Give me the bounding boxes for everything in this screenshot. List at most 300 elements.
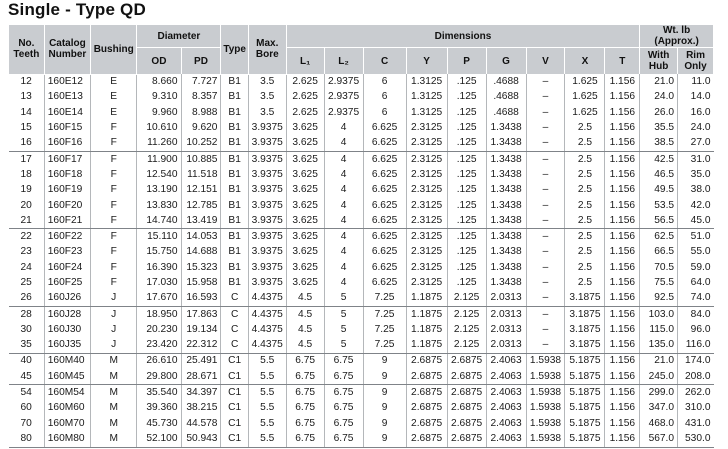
table-cell-y: 2.3125 — [406, 136, 447, 152]
table-cell-type: C1 — [221, 416, 248, 431]
table-cell-catalog: 160M70 — [44, 416, 90, 431]
table-cell-y: 2.6875 — [406, 369, 447, 385]
table-cell-type: B1 — [221, 90, 248, 105]
table-cell-od: 13.190 — [137, 183, 181, 198]
header-v: V — [526, 48, 565, 75]
table-cell-l2: 4 — [324, 136, 363, 152]
table-cell-g: .4688 — [486, 90, 526, 105]
table-cell-l1: 6.75 — [286, 353, 324, 369]
table-cell-v: 1.5938 — [526, 385, 565, 401]
table-cell-c: 6.625 — [363, 245, 406, 260]
table-cell-g: 2.4063 — [486, 369, 526, 385]
table-cell-od: 29.800 — [137, 369, 181, 385]
table-cell-od: 52.100 — [137, 431, 181, 447]
table-cell-catalog: 160E14 — [44, 105, 90, 120]
table-cell-l1: 6.75 — [286, 401, 324, 416]
table-row — [9, 151, 714, 167]
table-cell-teeth: 70 — [20, 417, 32, 429]
table-cell-bushing: E — [91, 90, 137, 105]
table-cell-x: 2.5 — [565, 198, 605, 213]
table-body — [9, 74, 714, 447]
table-cell-l2: 6.75 — [324, 431, 363, 447]
table-cell-od: 20.230 — [137, 322, 181, 337]
table-cell-x: 2.5 — [565, 245, 605, 260]
table-cell-x: 1.625 — [565, 90, 605, 105]
table-cell-bushing: J — [91, 338, 137, 354]
table-cell-rim-only: 208.0 — [678, 369, 714, 385]
table-row — [9, 291, 714, 307]
table-cell-c: 6.625 — [363, 136, 406, 152]
table-cell-c: 6.625 — [363, 167, 406, 182]
table-cell-l2: 4 — [324, 245, 363, 260]
table-cell-c: 7.25 — [363, 306, 406, 322]
table-cell-catalog: 160F24 — [44, 260, 90, 275]
table-cell-rim-only: 51.0 — [678, 229, 714, 245]
table-cell-bushing: F — [91, 151, 137, 167]
table-cell-l1: 4.5 — [286, 338, 324, 354]
table-cell-c: 6.625 — [363, 120, 406, 135]
table-cell-type: C1 — [221, 401, 248, 416]
table-cell-type: C — [221, 338, 248, 354]
table-cell-l2: 6.75 — [324, 353, 363, 369]
table-cell-t: 1.156 — [605, 245, 640, 260]
header-x: X — [565, 48, 605, 75]
table-row — [9, 369, 714, 385]
table-cell-type: B1 — [221, 275, 248, 290]
table-cell-t: 1.156 — [605, 90, 640, 105]
table-cell-od: 35.540 — [137, 385, 181, 401]
table-cell-od: 45.730 — [137, 416, 181, 431]
table-cell-p: .125 — [447, 245, 486, 260]
table-cell-v: – — [526, 74, 565, 90]
table-cell-bushing: M — [91, 401, 137, 416]
table-cell-max-bore: 3.5 — [248, 90, 286, 105]
table-cell-teeth: 12 — [20, 76, 32, 88]
table-cell-v: 1.5938 — [526, 401, 565, 416]
table-cell-p: .125 — [447, 105, 486, 120]
table-cell-g: 1.3438 — [486, 275, 526, 290]
table-cell-g: 1.3438 — [486, 245, 526, 260]
table-cell-bushing: F — [91, 245, 137, 260]
table-cell-c: 6.625 — [363, 213, 406, 229]
table-cell-pd: 11.518 — [181, 167, 221, 182]
table-cell-l1: 4.5 — [286, 291, 324, 307]
table-cell-bushing: F — [91, 167, 137, 182]
table-cell-max-bore: 3.9375 — [248, 120, 286, 135]
table-cell-g: 1.3438 — [486, 167, 526, 182]
table-cell-catalog: 160F23 — [44, 245, 90, 260]
table-cell-type: B1 — [221, 74, 248, 90]
table-cell-teeth: 18 — [20, 168, 32, 180]
table-cell-g: .4688 — [486, 105, 526, 120]
table-cell-g: .4688 — [486, 74, 526, 90]
table-cell-od: 15.110 — [137, 229, 181, 245]
table-cell-max-bore: 4.4375 — [248, 306, 286, 322]
table-cell-type: B1 — [221, 198, 248, 213]
table-cell-y: 1.3125 — [406, 74, 447, 90]
table-cell-c: 7.25 — [363, 338, 406, 354]
table-cell-catalog: 160M80 — [44, 431, 90, 447]
table-cell-bushing: F — [91, 136, 137, 152]
table-cell-rim-only: 14.0 — [678, 90, 714, 105]
table-cell-max-bore: 3.9375 — [248, 213, 286, 229]
table-cell-od: 12.540 — [137, 167, 181, 182]
table-cell-rim-only: 35.0 — [678, 167, 714, 182]
table-cell-teeth: 54 — [20, 387, 32, 399]
table-cell-l2: 2.9375 — [324, 105, 363, 120]
table-cell-pd: 10.885 — [181, 151, 221, 167]
table-cell-t: 1.156 — [605, 338, 640, 354]
table-cell-type: C — [221, 306, 248, 322]
table-cell-bushing: J — [91, 291, 137, 307]
table-cell-type: C1 — [221, 353, 248, 369]
table-cell-max-bore: 5.5 — [248, 385, 286, 401]
table-cell-l2: 5 — [324, 306, 363, 322]
table-cell-with-hub: 21.0 — [640, 74, 678, 90]
table-cell-pd: 9.620 — [181, 120, 221, 135]
table-cell-teeth: 23 — [20, 246, 32, 258]
table-cell-type: C1 — [221, 385, 248, 401]
header-od: OD — [137, 48, 181, 75]
table-cell-c: 9 — [363, 369, 406, 385]
table-cell-g: 2.0313 — [486, 322, 526, 337]
table-cell-type: B1 — [221, 167, 248, 182]
table-cell-pd: 19.134 — [181, 322, 221, 337]
table-cell-p: .125 — [447, 90, 486, 105]
table-cell-od: 9.310 — [137, 90, 181, 105]
table-cell-with-hub: 24.0 — [640, 90, 678, 105]
table-cell-t: 1.156 — [605, 260, 640, 275]
table-cell-l1: 3.625 — [286, 213, 324, 229]
table-cell-x: 2.5 — [565, 167, 605, 182]
table-cell-catalog: 160F18 — [44, 167, 90, 182]
table-cell-rim-only: 262.0 — [678, 385, 714, 401]
table-cell-c: 6.625 — [363, 198, 406, 213]
header-teeth: No. Teeth — [9, 25, 45, 74]
table-cell-with-hub: 66.5 — [640, 245, 678, 260]
table-cell-x: 2.5 — [565, 260, 605, 275]
table-cell-l2: 5 — [324, 338, 363, 354]
table-cell-t: 1.156 — [605, 105, 640, 120]
table-cell-t: 1.156 — [605, 416, 640, 431]
table-cell-x: 2.5 — [565, 151, 605, 167]
table-cell-v: – — [526, 198, 565, 213]
table-cell-max-bore: 3.9375 — [248, 260, 286, 275]
table-cell-rim-only: 74.0 — [678, 291, 714, 307]
table-cell-y: 2.3125 — [406, 198, 447, 213]
table-cell-with-hub: 38.5 — [640, 136, 678, 152]
table-cell-catalog: 160J35 — [44, 338, 90, 354]
table-cell-g: 1.3438 — [486, 260, 526, 275]
table-cell-with-hub: 35.5 — [640, 120, 678, 135]
table-cell-x: 2.5 — [565, 275, 605, 290]
table-cell-c: 6 — [363, 105, 406, 120]
table-cell-type: C — [221, 322, 248, 337]
table-cell-pd: 17.863 — [181, 306, 221, 322]
table-cell-l1: 3.625 — [286, 183, 324, 198]
table-cell-pd: 50.943 — [181, 431, 221, 447]
table-cell-od: 11.260 — [137, 136, 181, 152]
table-cell-od: 10.610 — [137, 120, 181, 135]
table-cell-l1: 6.75 — [286, 369, 324, 385]
table-cell-max-bore: 3.9375 — [248, 245, 286, 260]
table-cell-c: 6.625 — [363, 229, 406, 245]
table-cell-p: .125 — [447, 183, 486, 198]
table-cell-max-bore: 5.5 — [248, 416, 286, 431]
header-pd: PD — [181, 48, 221, 75]
table-cell-max-bore: 3.5 — [248, 105, 286, 120]
table-cell-g: 1.3438 — [486, 213, 526, 229]
table-cell-od: 15.750 — [137, 245, 181, 260]
table-cell-t: 1.156 — [605, 229, 640, 245]
table-row — [9, 74, 714, 90]
table-cell-p: 2.125 — [447, 322, 486, 337]
table-cell-x: 2.5 — [565, 120, 605, 135]
table-cell-l1: 3.625 — [286, 198, 324, 213]
table-cell-p: .125 — [447, 74, 486, 90]
table-cell-max-bore: 5.5 — [248, 401, 286, 416]
table-row — [9, 105, 714, 120]
table-cell-v: 1.5938 — [526, 416, 565, 431]
table-cell-pd: 38.215 — [181, 401, 221, 416]
table-cell-t: 1.156 — [605, 291, 640, 307]
table-cell-c: 9 — [363, 416, 406, 431]
table-cell-g: 2.0313 — [486, 306, 526, 322]
table-cell-teeth: 19 — [20, 184, 32, 196]
table-cell-l2: 4 — [324, 198, 363, 213]
table-cell-catalog: 160M45 — [44, 369, 90, 385]
table-cell-p: .125 — [447, 229, 486, 245]
header-catalog-number: Catalog Number — [44, 25, 90, 74]
table-cell-x: 2.5 — [565, 183, 605, 198]
table-cell-with-hub: 53.5 — [640, 198, 678, 213]
table-cell-l1: 3.625 — [286, 229, 324, 245]
table-cell-c: 9 — [363, 431, 406, 447]
header-rim-only: Rim Only — [678, 48, 714, 75]
table-cell-v: – — [526, 120, 565, 135]
table-cell-rim-only: 431.0 — [678, 416, 714, 431]
table-cell-catalog: 160M60 — [44, 401, 90, 416]
table-cell-y: 2.3125 — [406, 245, 447, 260]
table-cell-c: 7.25 — [363, 291, 406, 307]
table-cell-c: 6.625 — [363, 275, 406, 290]
table-cell-p: .125 — [447, 198, 486, 213]
table-cell-teeth: 15 — [20, 122, 32, 134]
table-cell-rim-only: 42.0 — [678, 198, 714, 213]
table-cell-max-bore: 3.9375 — [248, 275, 286, 290]
table-cell-type: C1 — [221, 431, 248, 447]
table-cell-od: 23.420 — [137, 338, 181, 354]
table-cell-p: 2.6875 — [447, 353, 486, 369]
table-cell-pd: 28.671 — [181, 369, 221, 385]
table-cell-bushing: E — [91, 105, 137, 120]
table-cell-l1: 6.75 — [286, 431, 324, 447]
table-cell-max-bore: 4.4375 — [248, 338, 286, 354]
table-cell-with-hub: 567.0 — [640, 431, 678, 447]
table-cell-with-hub: 49.5 — [640, 183, 678, 198]
table-cell-l1: 3.625 — [286, 167, 324, 182]
table-cell-l1: 4.5 — [286, 322, 324, 337]
table-cell-teeth: 24 — [20, 261, 32, 273]
table-cell-pd: 16.593 — [181, 291, 221, 307]
table-cell-catalog: 160F25 — [44, 275, 90, 290]
table-cell-g: 1.3438 — [486, 183, 526, 198]
table-cell-catalog: 160E12 — [44, 74, 90, 90]
table-cell-od: 8.660 — [137, 74, 181, 90]
table-cell-with-hub: 75.5 — [640, 275, 678, 290]
table-cell-l2: 4 — [324, 275, 363, 290]
table-cell-catalog: 160F20 — [44, 198, 90, 213]
table-cell-v: – — [526, 229, 565, 245]
table-cell-x: 5.1875 — [565, 401, 605, 416]
table-cell-t: 1.156 — [605, 369, 640, 385]
table-cell-c: 6.625 — [363, 183, 406, 198]
table-cell-with-hub: 245.0 — [640, 369, 678, 385]
table-cell-p: 2.6875 — [447, 385, 486, 401]
table-cell-with-hub: 21.0 — [640, 353, 678, 369]
table-cell-max-bore: 3.9375 — [248, 229, 286, 245]
table-cell-with-hub: 70.5 — [640, 260, 678, 275]
header-g: G — [486, 48, 526, 75]
header-type: Type — [221, 25, 248, 74]
table-cell-l2: 4 — [324, 260, 363, 275]
table-cell-od: 14.740 — [137, 213, 181, 229]
table-cell-pd: 15.958 — [181, 275, 221, 290]
table-cell-l2: 5 — [324, 291, 363, 307]
table-cell-y: 2.3125 — [406, 260, 447, 275]
table-cell-l2: 2.9375 — [324, 90, 363, 105]
table-row — [9, 431, 714, 447]
table-row — [9, 353, 714, 369]
table-cell-max-bore: 3.9375 — [248, 167, 286, 182]
table-cell-v: – — [526, 90, 565, 105]
table-row — [9, 213, 714, 229]
table-cell-max-bore: 5.5 — [248, 431, 286, 447]
table-cell-x: 1.625 — [565, 74, 605, 90]
table-cell-c: 9 — [363, 353, 406, 369]
table-cell-od: 9.960 — [137, 105, 181, 120]
table-cell-bushing: F — [91, 183, 137, 198]
table-cell-p: 2.125 — [447, 306, 486, 322]
table-cell-bushing: F — [91, 275, 137, 290]
table-cell-type: B1 — [221, 260, 248, 275]
table-cell-bushing: F — [91, 120, 137, 135]
table-cell-bushing: E — [91, 74, 137, 90]
table-cell-type: B1 — [221, 213, 248, 229]
table-cell-t: 1.156 — [605, 74, 640, 90]
table-cell-v: 1.5938 — [526, 369, 565, 385]
table-cell-pd: 14.053 — [181, 229, 221, 245]
table-cell-teeth: 25 — [20, 277, 32, 288]
table-row — [9, 245, 714, 260]
table-cell-rim-only: 24.0 — [678, 120, 714, 135]
table-cell-rim-only: 116.0 — [678, 338, 714, 354]
table-cell-catalog: 160F16 — [44, 136, 90, 152]
table-cell-l2: 5 — [324, 322, 363, 337]
table-cell-pd: 25.491 — [181, 353, 221, 369]
table-cell-bushing: F — [91, 213, 137, 229]
table-cell-rim-only: 64.0 — [678, 275, 714, 290]
table-cell-t: 1.156 — [605, 136, 640, 152]
table-row — [9, 338, 714, 354]
table-cell-l1: 2.625 — [286, 105, 324, 120]
table-cell-with-hub: 115.0 — [640, 322, 678, 337]
table-cell-y: 2.3125 — [406, 167, 447, 182]
table-cell-l2: 6.75 — [324, 401, 363, 416]
table-row — [9, 260, 714, 275]
table-cell-od: 17.030 — [137, 275, 181, 290]
table-cell-p: 2.125 — [447, 291, 486, 307]
table-cell-pd: 13.419 — [181, 213, 221, 229]
table-cell-l2: 2.9375 — [324, 74, 363, 90]
table-cell-v: – — [526, 338, 565, 354]
table-cell-y: 2.6875 — [406, 416, 447, 431]
table-cell-teeth: 28 — [20, 308, 32, 320]
table-cell-g: 2.0313 — [486, 338, 526, 354]
table-cell-v: – — [526, 105, 565, 120]
table-cell-od: 26.610 — [137, 353, 181, 369]
table-cell-l2: 4 — [324, 151, 363, 167]
table-cell-max-bore: 5.5 — [248, 369, 286, 385]
table-cell-rim-only: 27.0 — [678, 136, 714, 152]
table-cell-bushing: M — [91, 431, 137, 447]
table-cell-g: 2.4063 — [486, 431, 526, 447]
table-cell-with-hub: 92.5 — [640, 291, 678, 307]
table-cell-x: 5.1875 — [565, 431, 605, 447]
table-cell-y: 2.3125 — [406, 151, 447, 167]
table-cell-l2: 4 — [324, 120, 363, 135]
table-cell-p: .125 — [447, 120, 486, 135]
table-cell-bushing: M — [91, 385, 137, 401]
table-cell-p: .125 — [447, 260, 486, 275]
table-cell-bushing: F — [91, 260, 137, 275]
table-cell-g: 1.3438 — [486, 120, 526, 135]
table-cell-t: 1.156 — [605, 183, 640, 198]
table-cell-t: 1.156 — [605, 401, 640, 416]
table-cell-max-bore: 3.9375 — [248, 151, 286, 167]
table-cell-catalog: 160M54 — [44, 385, 90, 401]
table-cell-p: .125 — [447, 167, 486, 182]
table-cell-with-hub: 56.5 — [640, 213, 678, 229]
table-cell-v: 1.5938 — [526, 353, 565, 369]
header-p: P — [447, 48, 486, 75]
table-cell-teeth: 14 — [20, 106, 32, 118]
table-cell-pd: 15.323 — [181, 260, 221, 275]
table-cell-t: 1.156 — [605, 198, 640, 213]
table-cell-y: 2.3125 — [406, 183, 447, 198]
table-cell-catalog: 160J30 — [44, 322, 90, 337]
table-cell-type: B1 — [221, 120, 248, 135]
header-y: Y — [406, 48, 447, 75]
table-cell-od: 16.390 — [137, 260, 181, 275]
table-cell-c: 7.25 — [363, 322, 406, 337]
table-row — [9, 229, 714, 245]
table-cell-x: 2.5 — [565, 229, 605, 245]
table-cell-max-bore: 4.4375 — [248, 322, 286, 337]
table-cell-c: 6.625 — [363, 151, 406, 167]
table-cell-y: 2.6875 — [406, 401, 447, 416]
table-cell-v: – — [526, 151, 565, 167]
table-cell-v: – — [526, 275, 565, 290]
table-cell-teeth: 21 — [9, 213, 45, 229]
table-cell-g: 1.3438 — [486, 151, 526, 167]
table-cell-teeth: 30 — [20, 323, 32, 335]
table-cell-p: .125 — [447, 213, 486, 229]
table-cell-x: 3.1875 — [565, 306, 605, 322]
table-cell-l1: 6.75 — [286, 416, 324, 431]
table-cell-bushing: M — [91, 369, 137, 385]
table-cell-g: 2.4063 — [486, 401, 526, 416]
